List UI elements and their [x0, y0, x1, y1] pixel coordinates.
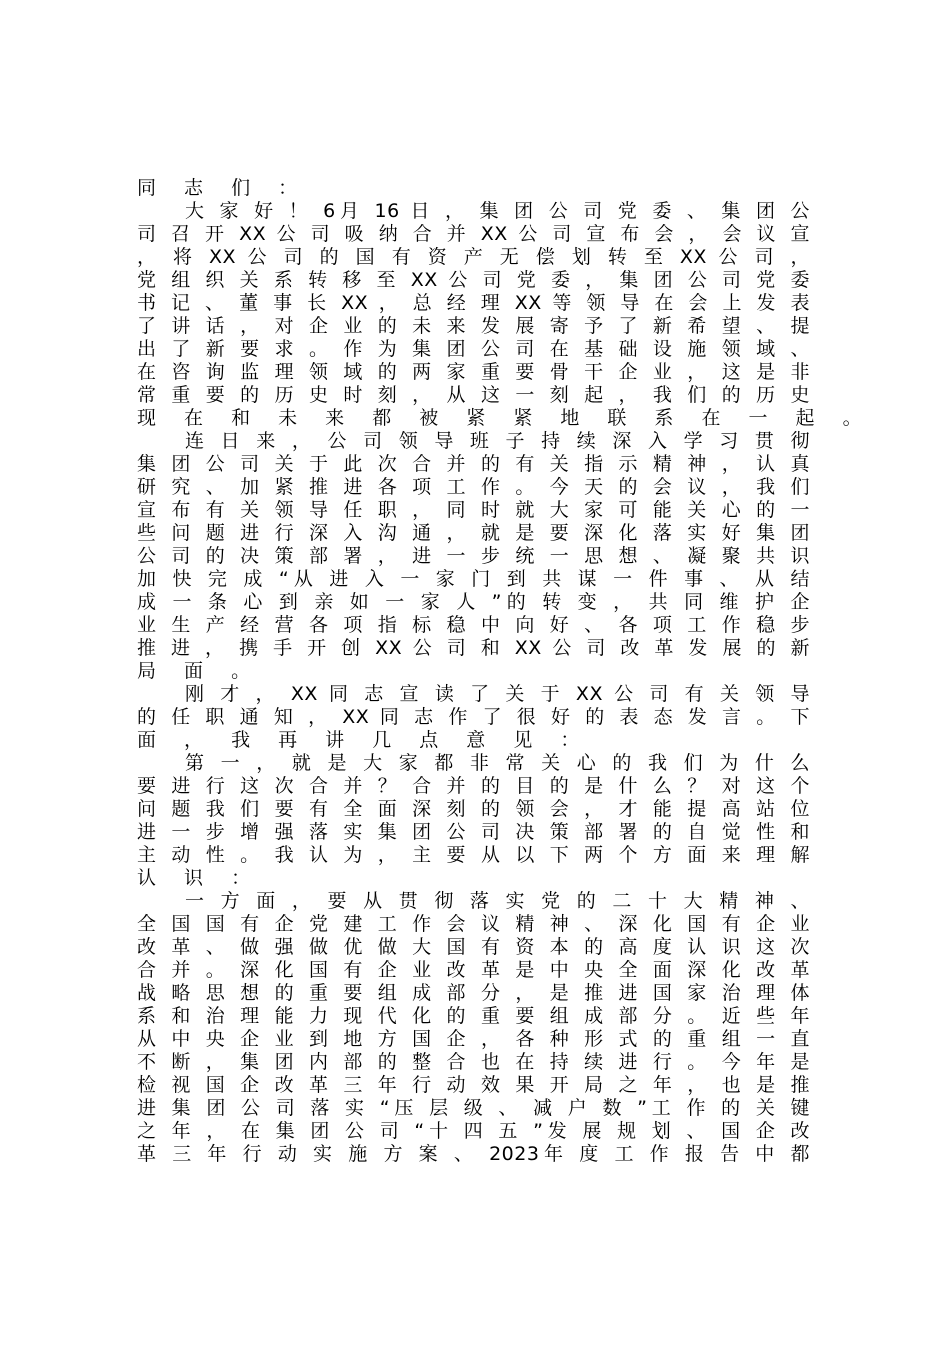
- paragraph-2-line-8: 成 一 条 心 到 亲 如 一 家 人 ”的 转 变 ， 共 同 维 护 企: [137, 591, 810, 613]
- paragraph-5-line-4: 合 并 。 深 化 国 有 企 业 改 革 是 中 央 全 面 深 化 改 革: [137, 959, 810, 981]
- paragraph-1-line-2: 司 召 开 XX 公 司 吸 纳 合 并 XX 公 司 宣 布 会 ， 会 议 宣: [137, 223, 810, 245]
- paragraph-4-line-4: 进 一 步 增 强 落 实 集 团 公 司 决 策 部 署 的 自 觉 性 和: [137, 821, 810, 843]
- paragraph-2-line-2: 集 团 公 司 关 于 此 次 合 并 的 有 关 指 示 精 神 ， 认 真: [137, 453, 810, 475]
- paragraph-2-line-10: 推 进 ， 携 手 开 创 XX 公 司 和 XX 公 司 改 革 发 展 的 新: [137, 637, 810, 659]
- paragraph-5-line-8: 不 断 ， 集 团 内 部 的 整 合 也 在 持 续 进 行 。 今 年 是: [137, 1051, 810, 1073]
- paragraph-5-line-2: 全 国 国 有 企 党 建 工 作 会 议 精 神 、 深 化 国 有 企 业: [137, 913, 810, 935]
- paragraph-5-line-10: 进 集 团 公 司 落 实 “压 层 级 、 减 户 数 ”工 作 的 关 键: [137, 1097, 810, 1119]
- paragraph-5-line-5: 战 略 思 想 的 重 要 组 成 部 分 ， 是 推 进 国 家 治 理 体: [137, 982, 810, 1004]
- paragraph-1-line-8: 在 咨 询 监 理 领 域 的 两 家 重 要 骨 干 企 业 ， 这 是 非: [137, 361, 810, 383]
- paragraph-4-line-1: 第 一 ， 就 是 大 家 都 非 常 关 心 的 我 们 为 什 么: [185, 752, 810, 774]
- paragraph-5-line-1: 一 方 面 ， 要 从 贯 彻 落 实 党 的 二 十 大 精 神 、: [185, 890, 810, 912]
- paragraph-2-line-5: 些 问 题 进 行 深 入 沟 通 ， 就 是 要 深 化 落 实 好 集 团: [137, 522, 810, 544]
- salutation-line: 同 志 们 ：: [137, 177, 309, 199]
- paragraph-3-line-3: 面 ， 我 再 讲 几 点 意 见 ：: [137, 729, 591, 751]
- paragraph-3-line-1: 刚 才 ， XX 同 志 宣 读 了 关 于 XX 公 司 有 关 领 导: [185, 683, 810, 705]
- paragraph-2-line-1: 连 日 来 ， 公 司 领 导 班 子 持 续 深 入 学 习 贯 彻: [185, 430, 810, 452]
- paragraph-1-line-5: 书 记 、 董 事 长 XX ， 总 经 理 XX 等 领 导 在 会 上 发 表: [137, 292, 810, 314]
- paragraph-1-line-1: 大 家 好 ！ 6月 16 日 ， 集 团 公 司 党 委 、 集 团 公: [185, 200, 810, 222]
- paragraph-4-line-2: 要 进 行 这 次 合 并 ？ 合 并 的 目 的 是 什 么 ？ 对 这 个: [137, 775, 810, 797]
- paragraph-4-line-5: 主 动 性 。 我 认 为 ， 主 要 从 以 下 两 个 方 面 来 理 解: [137, 844, 810, 866]
- paragraph-5-line-11: 之 年 ， 在 集 团 公 司 “十 四 五 ”发 展 规 划 、 国 企 改: [137, 1120, 810, 1142]
- paragraph-2-line-3: 研 究 、 加 紧 推 进 各 项 工 作 。 今 天 的 会 议 ， 我 们: [137, 476, 810, 498]
- paragraph-5-line-7: 从 中 央 企 业 到 地 方 国 企 ， 各 种 形 式 的 重 组 一 直: [137, 1028, 810, 1050]
- paragraph-5-line-12: 革 三 年 行 动 实 施 方 案 、 2023年 度 工 作 报 告 中 都: [137, 1143, 810, 1165]
- paragraph-4-line-3: 问 题 我 们 要 有 全 面 深 刻 的 领 会 ， 才 能 提 高 站 位: [137, 798, 810, 820]
- paragraph-5-line-6: 系 和 治 理 能 力 现 代 化 的 重 要 组 成 部 分 。 近 些 年: [137, 1005, 810, 1027]
- document-body: [137, 177, 873, 1166]
- paragraph-2-line-7: 加 快 完 成 “从 进 入 一 家 门 到 共 谋 一 件 事 、 从 结: [137, 568, 810, 590]
- paragraph-1-line-10: 现 在 和 未 来 都 被 紧 紧 地 联 系 在 一 起 。: [137, 407, 873, 429]
- paragraph-2-line-9: 业 生 产 经 营 各 项 指 标 稳 中 向 好 、 各 项 工 作 稳 步: [137, 614, 810, 636]
- paragraph-4-line-6: 认 识 ：: [137, 867, 262, 889]
- paragraph-1-line-6: 了 讲 话 ， 对 企 业 的 未 来 发 展 寄 予 了 新 希 望 、 提: [137, 315, 810, 337]
- paragraph-1-line-7: 出 了 新 要 求 。 作 为 集 团 公 司 在 基 础 设 施 领 域 、: [137, 338, 810, 360]
- paragraph-5-line-9: 检 视 国 企 改 革 三 年 行 动 效 果 开 局 之 年 ， 也 是 推: [137, 1074, 810, 1096]
- paragraph-2-line-6: 公 司 的 决 策 部 署 ， 进 一 步 统 一 思 想 、 凝 聚 共 识: [137, 545, 810, 567]
- paragraph-2-line-11: 局 面 。: [137, 660, 262, 682]
- paragraph-3-line-2: 的 任 职 通 知 ， XX 同 志 作 了 很 好 的 表 态 发 言 。 下: [137, 706, 810, 728]
- paragraph-1-line-4: 党 组 织 关 系 转 移 至 XX 公 司 党 委 ， 集 团 公 司 党 委: [137, 269, 810, 291]
- paragraph-5-line-3: 改 革 、 做 强 做 优 做 大 国 有 资 本 的 高 度 认 识 这 次: [137, 936, 810, 958]
- paragraph-2-line-4: 宣 布 有 关 领 导 任 职 ， 同 时 就 大 家 可 能 关 心 的 一: [137, 499, 810, 521]
- paragraph-1-line-9: 常 重 要 的 历 史 时 刻 ， 从 这 一 刻 起 ， 我 们 的 历 史: [137, 384, 810, 406]
- paragraph-1-line-3: ， 将 XX 公 司 的 国 有 资 产 无 偿 划 转 至 XX 公 司 ，: [137, 246, 810, 268]
